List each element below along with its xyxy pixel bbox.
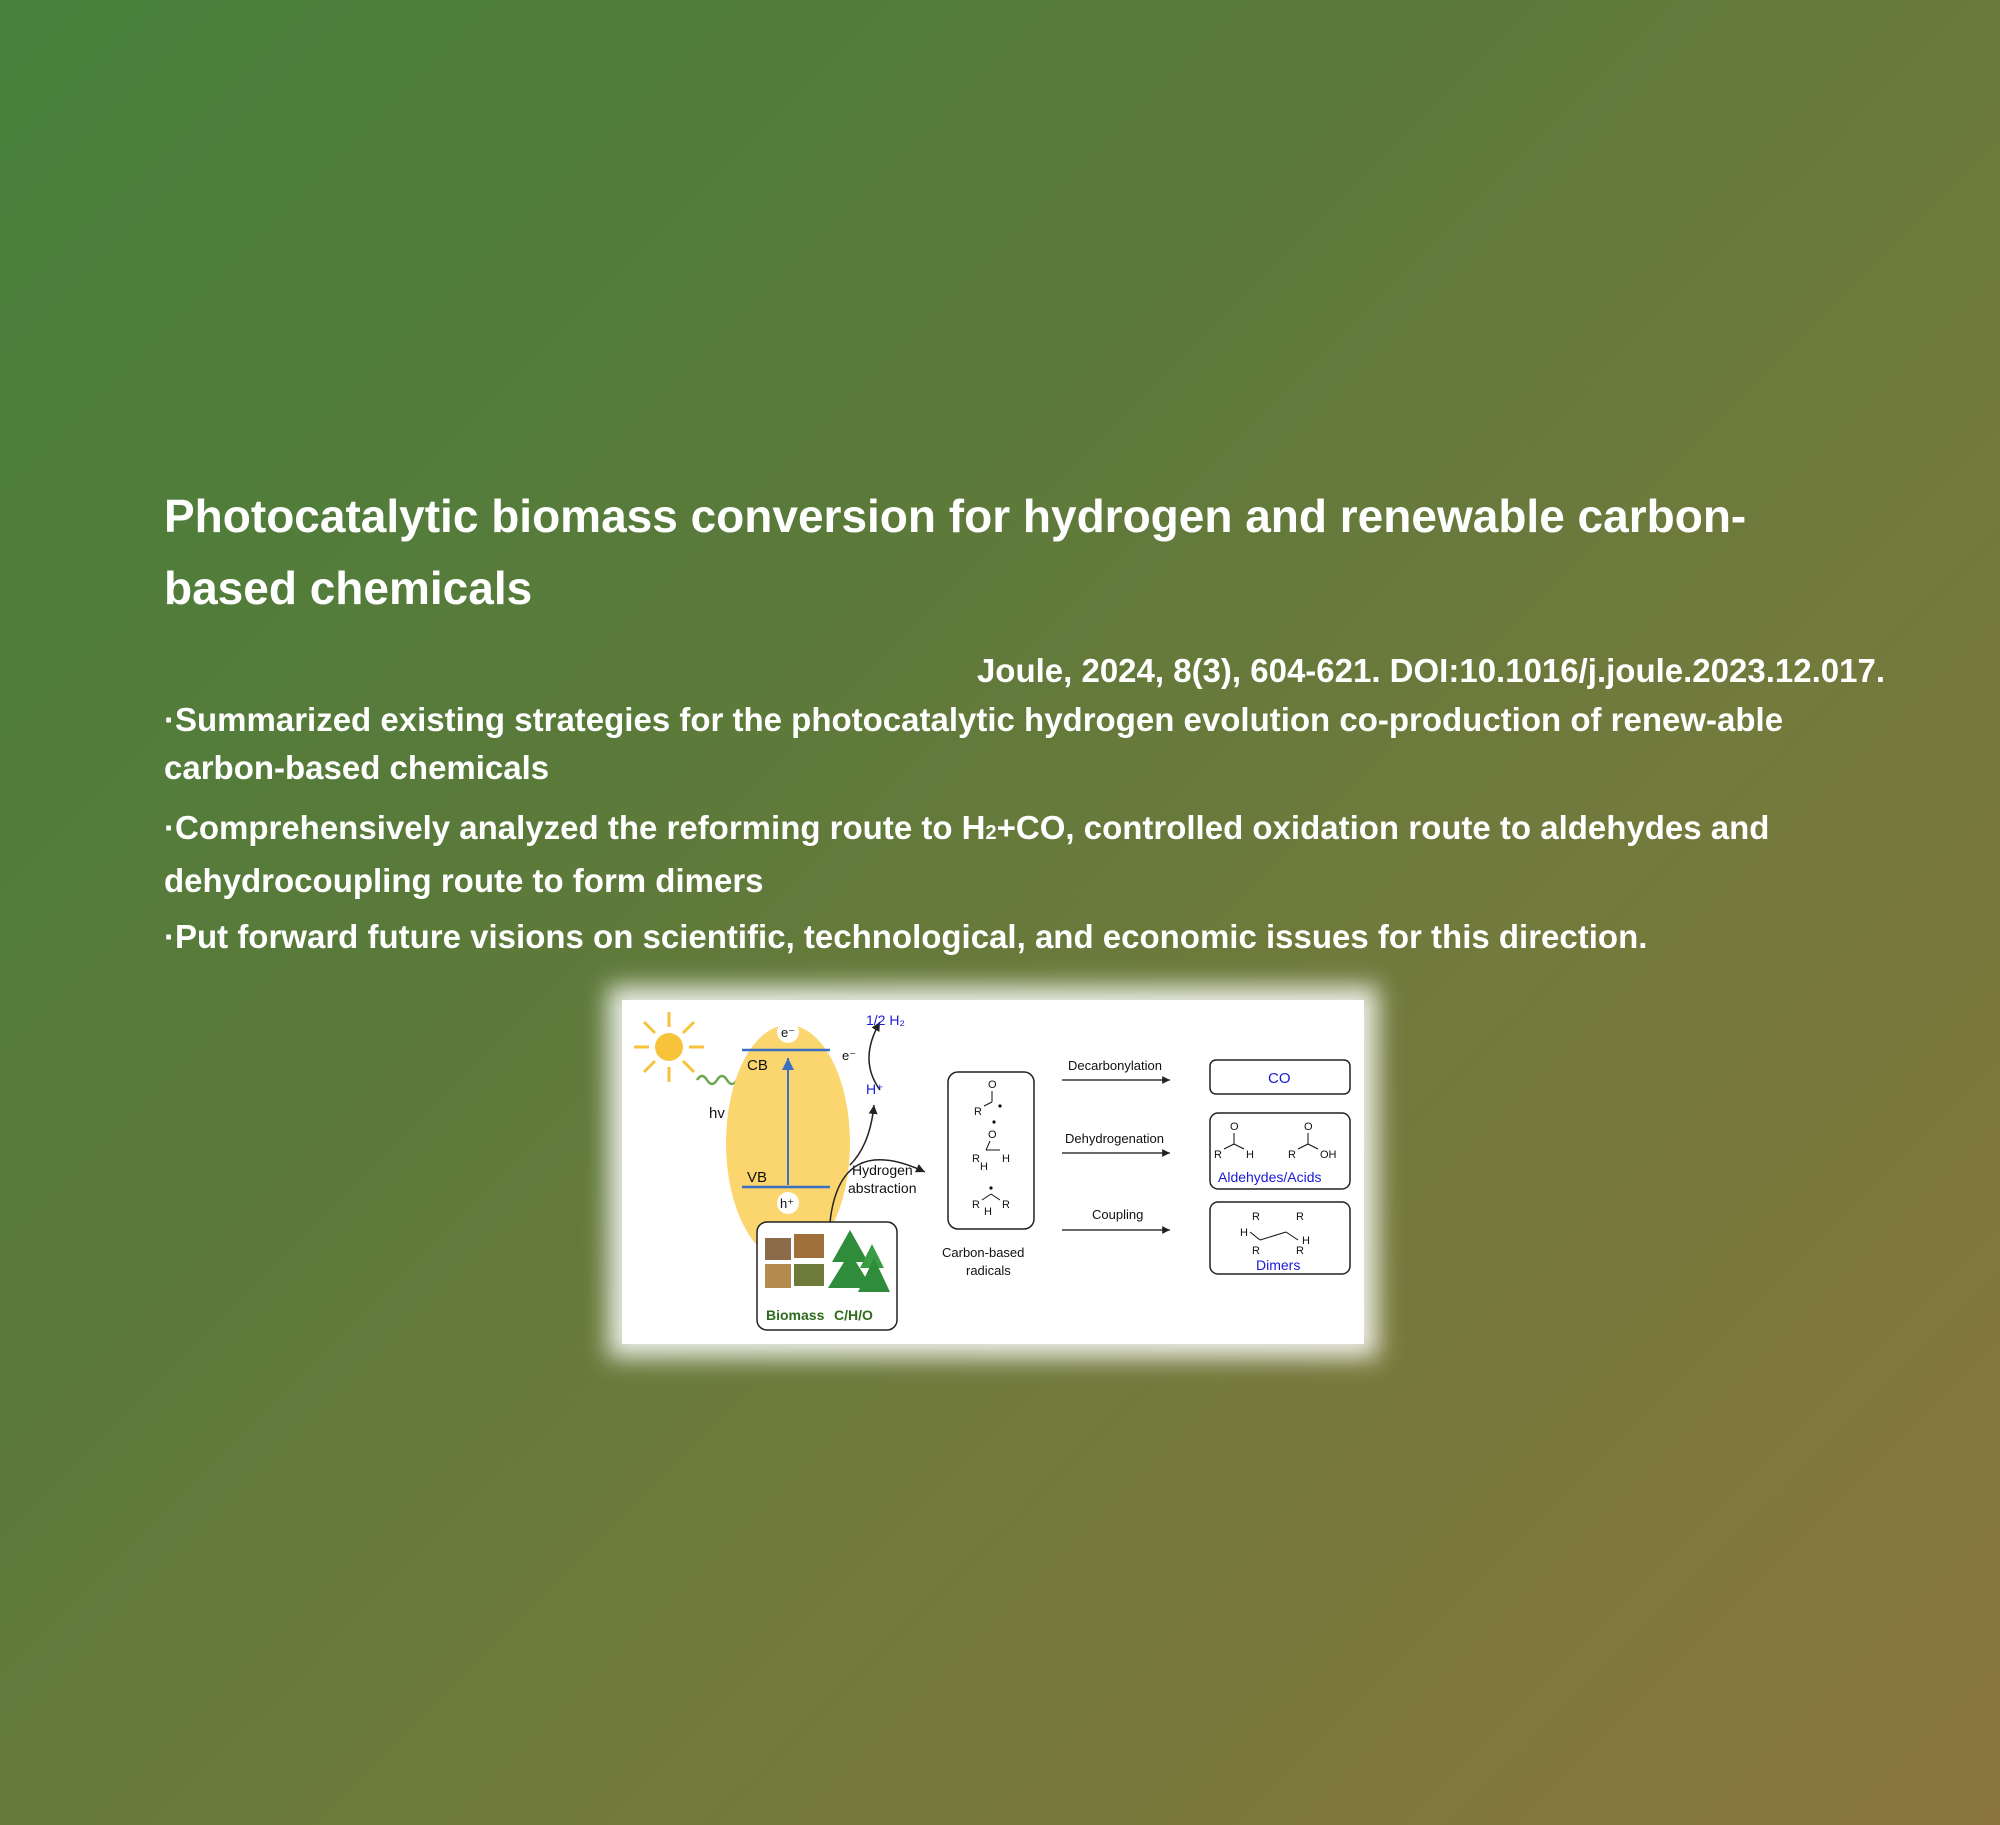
radicals-line2: radicals <box>966 1263 1011 1278</box>
h2-label: 1/2 H₂ <box>866 1012 905 1028</box>
biomass-formula: C/H/O <box>834 1307 873 1323</box>
svg-text:O: O <box>1230 1121 1239 1133</box>
svg-text:R: R <box>1296 1245 1304 1257</box>
graphical-abstract <box>622 1000 1364 1344</box>
svg-text:H: H <box>980 1161 988 1173</box>
svg-text:R: R <box>972 1199 980 1211</box>
dehydrogenation-label: Dehydrogenation <box>1065 1131 1165 1146</box>
hydrogen-abstraction-line1: Hydrogen <box>852 1162 913 1178</box>
aldehydes-product-label: Aldehydes/Acids <box>1218 1169 1322 1185</box>
hydrogen-evolution-arrow <box>869 1022 880 1090</box>
bullet-analysis-subscript: 2 <box>985 822 997 844</box>
coupling-label: Coupling <box>1092 1207 1144 1222</box>
hv-label: hv <box>709 1105 725 1122</box>
svg-text:R: R <box>1288 1149 1296 1161</box>
vb-label: VB <box>747 1169 768 1186</box>
svg-text:H: H <box>1302 1235 1310 1247</box>
electron-transfer-label: e⁻ <box>842 1048 857 1063</box>
svg-text:H: H <box>1002 1153 1010 1165</box>
svg-text:O: O <box>988 1129 997 1141</box>
bullet-analysis-post: +CO, controlled oxidation route to aldehydes and dehydrocoupling route to form dimers <box>164 809 1770 899</box>
proton-arrow <box>850 1105 874 1165</box>
decarbonylation-label: Decarbonylation <box>1068 1058 1162 1073</box>
dimers-product-label: Dimers <box>1256 1257 1301 1273</box>
radicals-line1: Carbon-based <box>942 1245 1025 1260</box>
svg-text:O: O <box>988 1079 997 1091</box>
svg-text:H: H <box>1240 1227 1248 1239</box>
cb-label: CB <box>747 1057 768 1074</box>
proton-label: H⁺ <box>866 1081 884 1097</box>
bullet-analysis-pre: ·Comprehensively analyzed the reforming route to H <box>164 809 986 846</box>
svg-text:O: O <box>1304 1121 1313 1133</box>
sun-icon <box>634 1012 704 1082</box>
light-wave <box>697 1076 737 1084</box>
citation: Joule, 2024, 8(3), 604-621. DOI:10.1016/j.joule.2023.12.017. <box>976 652 1885 689</box>
svg-text:OH: OH <box>1320 1149 1337 1161</box>
svg-text:R: R <box>1252 1211 1260 1223</box>
co-product-label: CO <box>1268 1070 1291 1087</box>
graphical-abstract-svg <box>622 1000 1364 1344</box>
hydrogen-abstraction-line2: abstraction <box>848 1180 917 1196</box>
svg-text:R: R <box>1002 1199 1010 1211</box>
bullet-visions: ·Put forward future visions on scientific, technological, and economic issues for this direction. <box>164 918 1648 955</box>
svg-text:R: R <box>972 1153 980 1165</box>
svg-text:R: R <box>1214 1149 1222 1161</box>
article-title: Photocatalytic biomass conversion for hydrogen and renewable carbon-based chemicals <box>164 490 1747 614</box>
svg-text:R: R <box>1252 1245 1260 1257</box>
biomass-label: Biomass <box>766 1307 825 1323</box>
hole-label: h⁺ <box>780 1196 795 1211</box>
bullet-analysis <box>164 804 1884 905</box>
bullet-summary: ·Summarized existing strategies for the photocatalytic hydrogen evolution co-production of renew-able carbon-based chemicals <box>164 701 1784 786</box>
svg-text:R: R <box>974 1106 982 1118</box>
svg-text:H: H <box>1246 1149 1254 1161</box>
svg-text:R: R <box>1296 1211 1304 1223</box>
svg-text:H: H <box>984 1206 992 1218</box>
electron-label: e⁻ <box>781 1025 796 1040</box>
